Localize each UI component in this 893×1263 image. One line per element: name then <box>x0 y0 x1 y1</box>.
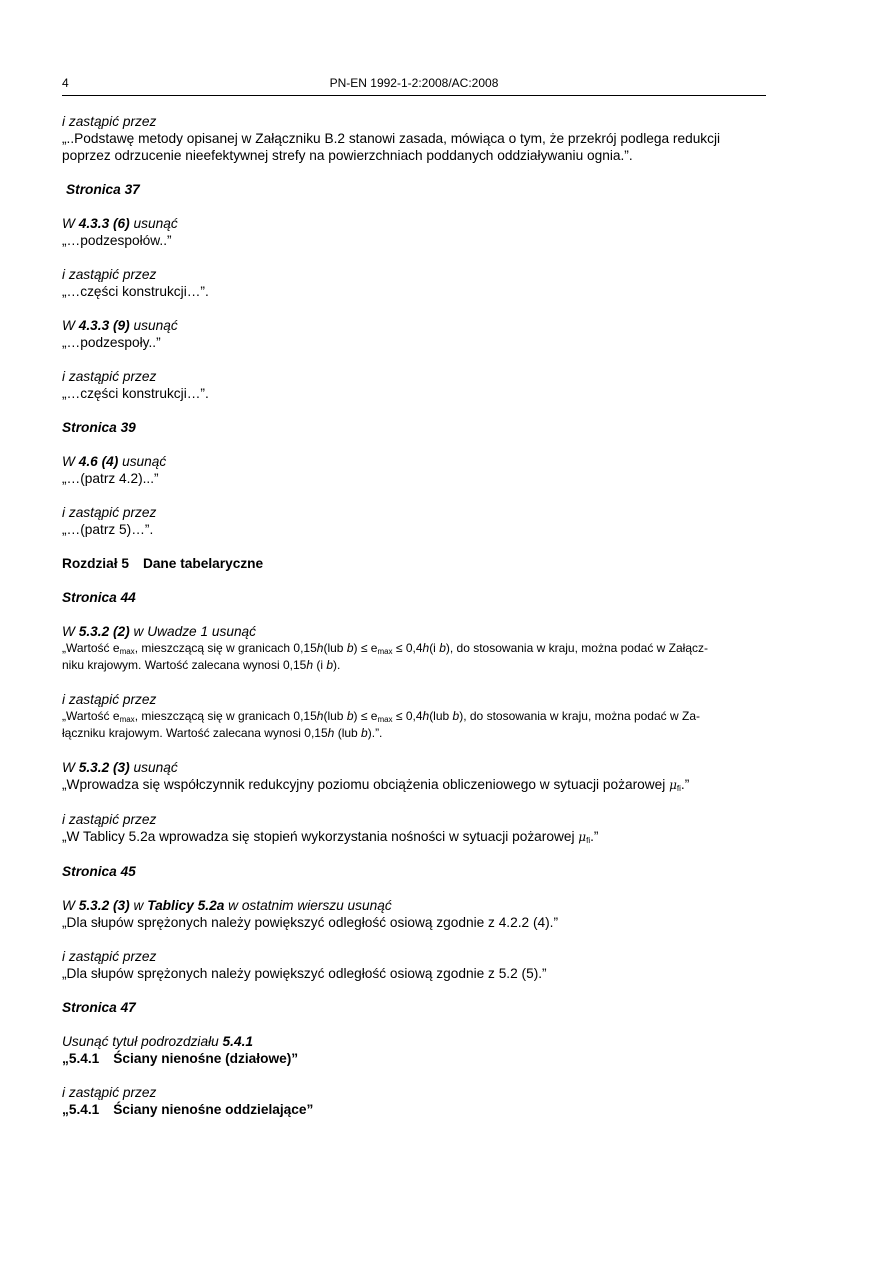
replace-lead: i zastąpić przez <box>62 1085 157 1100</box>
section-heading-page-39: Stronica 39 <box>62 420 136 435</box>
amendment-instruction: W 4.3.3 (6) usunąć <box>62 216 178 231</box>
new-text: „…części konstrukcji…”. <box>62 284 209 299</box>
old-subsection-title: „5.4.1 Ściany nienośne (działowe)” <box>62 1051 299 1066</box>
new-text: „Dla słupów sprężonych należy powiększyć odległość osiową zgodnie z 5.2 (5).” <box>62 966 547 981</box>
page-header <box>62 75 766 96</box>
new-text: „Wartość $e_{max}$, mieszczącą się w granicach 0,15h(lub $b) \le e_{max} \le 0,4h(lub$ b), do stosowania w kraju, można podać w Za- <box>62 709 700 724</box>
replace-lead: i zastąpić przez <box>62 692 157 707</box>
new-text: „…(patrz 5)…”. <box>62 522 154 537</box>
amendment-instruction: W 4.6 (4) usunąć <box>62 454 167 469</box>
old-text: „Wprowadza się współczynnik redukcyjny poziomu obciążenia obliczeniowego w sytuacji pożarowej $\mu_{fi}$.” <box>62 777 690 793</box>
new-text: „W Tablicy 5.2a wprowadza się stopień wykorzystania nośności w sytuacji pożarowej $\mu_{fi}$.” <box>62 829 599 845</box>
replace-lead: i zastąpić przez <box>62 114 157 129</box>
amendment-instruction: W 5.3.2 (3) usunąć <box>62 760 178 775</box>
amendment-instruction: Usunąć tytuł podrozdziału 5.4.1 <box>62 1034 253 1049</box>
old-text: „…podzespołów..” <box>62 233 172 248</box>
replace-lead: i zastąpić przez <box>62 369 157 384</box>
section-heading-page-37: Stronica 37 <box>66 182 140 197</box>
old-text: niku krajowym. Wartość zalecana wynosi 0,15h (i b). <box>62 658 341 672</box>
section-heading-page-44: Stronica 44 <box>62 590 136 605</box>
chapter-heading: Rozdział 5 Dane tabelaryczne <box>62 556 264 571</box>
old-text: „…(patrz 4.2)...” <box>62 471 159 486</box>
quote-line: poprzez odrzucenie nieefektywnej strefy na powierzchniach poddanych oddziaływaniu ognia.”. <box>62 148 633 163</box>
standard-id: PN-EN 1992-1-2:2008/AC:2008 <box>329 76 499 90</box>
amendment-instruction: W 5.3.2 (2) w Uwadze 1 usunąć <box>62 624 257 639</box>
old-text: „Wartość $e_{max}$, mieszczącą się w granicach 0,15h(lub $b) \le e_{max} \le 0,4h(i$ b), do stosowania w kraju, można podać w Załącz- <box>62 641 708 656</box>
old-text: „Dla słupów sprężonych należy powiększyć odległość osiową zgodnie z 4.2.2 (4).” <box>62 915 559 930</box>
document-body <box>62 113 768 1118</box>
page-number: 4 <box>62 76 69 90</box>
amendment-instruction: W 4.3.3 (9) usunąć <box>62 318 178 333</box>
replace-lead: i zastąpić przez <box>62 505 157 520</box>
section-heading-page-47: Stronica 47 <box>62 1000 136 1015</box>
new-text: łączniku krajowym. Wartość zalecana wynosi 0,15h (lub b).”. <box>62 726 383 740</box>
section-heading-page-45: Stronica 45 <box>62 864 136 879</box>
replace-lead: i zastąpić przez <box>62 267 157 282</box>
new-text: „…części konstrukcji…”. <box>62 386 209 401</box>
old-text: „…podzespoły..” <box>62 335 161 350</box>
replace-lead: i zastąpić przez <box>62 949 157 964</box>
replace-lead: i zastąpić przez <box>62 812 157 827</box>
amendment-instruction: W 5.3.2 (3) w Tablicy 5.2a w ostatnim wierszu usunąć <box>62 898 392 913</box>
quote-line: „..Podstawę metody opisanej w Załączniku B.2 stanowi zasada, mówiąca o tym, że przekrój podlega redukcji <box>62 131 721 146</box>
new-subsection-title: „5.4.1 Ściany nienośne oddzielające” <box>62 1102 314 1117</box>
